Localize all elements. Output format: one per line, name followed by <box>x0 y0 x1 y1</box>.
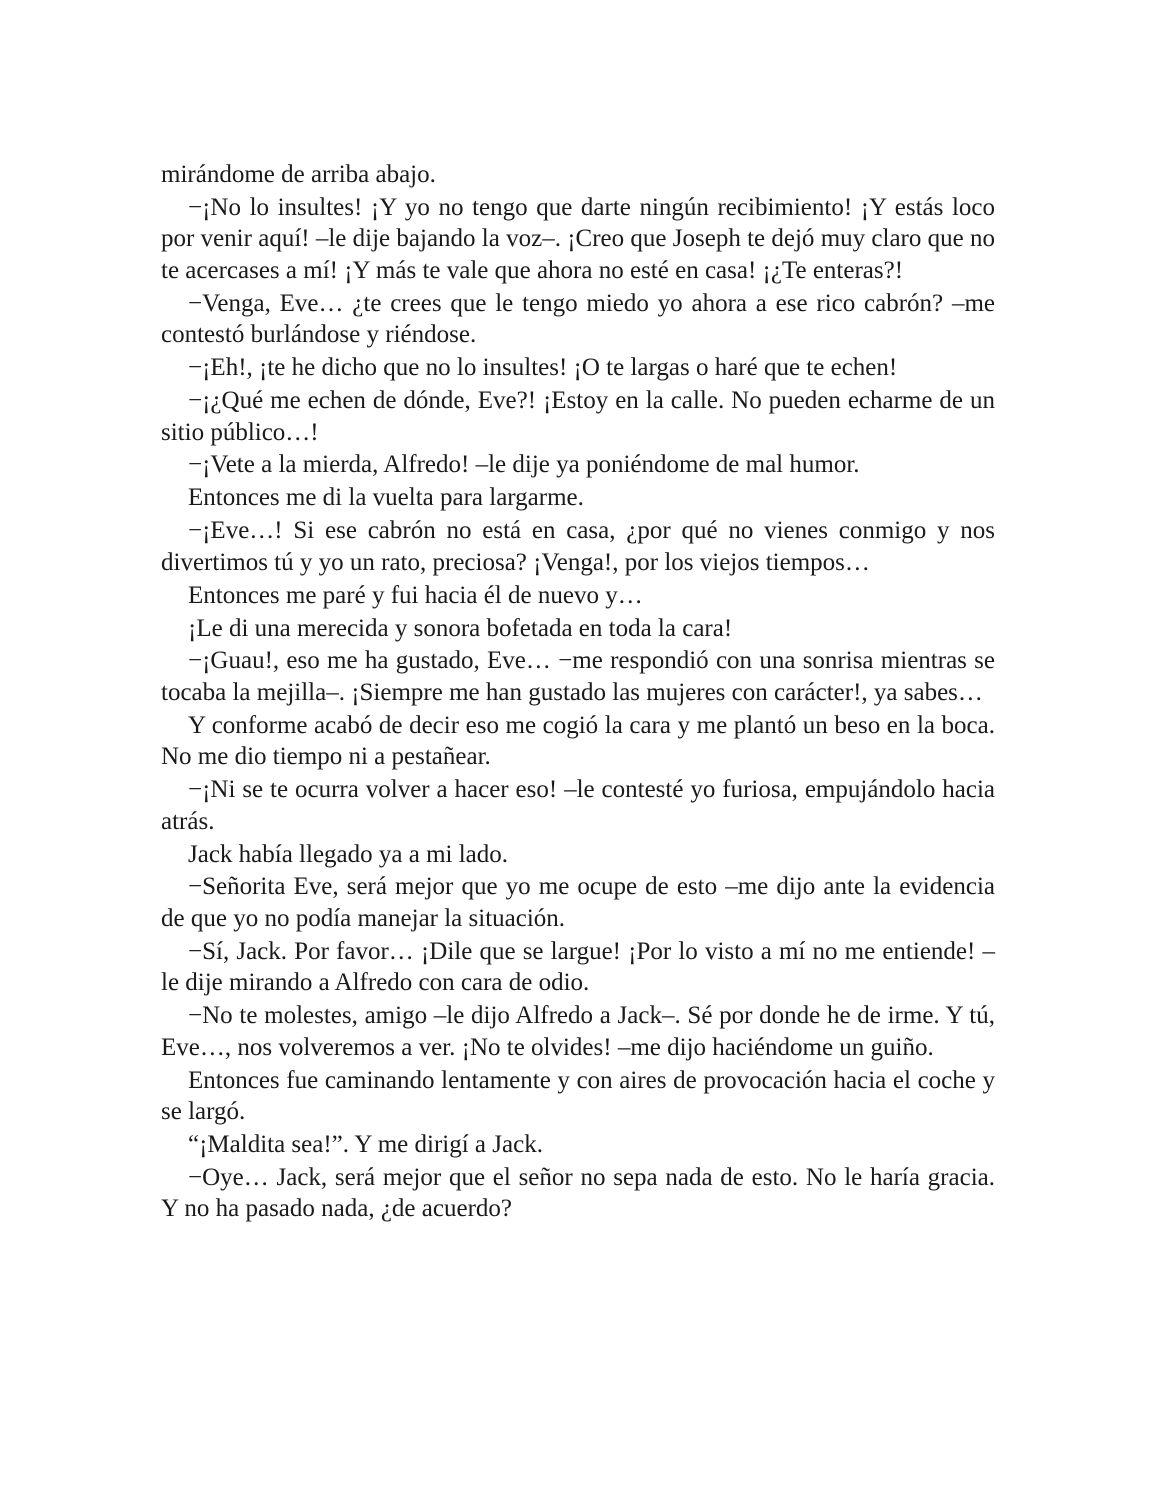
paragraph: −Señorita Eve, será mejor que yo me ocupe de esto –me dijo ante la evidencia de que yo no podía manejar la situación. <box>161 873 995 932</box>
paragraph: “¡Maldita sea!”. Y me dirigí a Jack. <box>188 1131 543 1159</box>
paragraph: Entonces me di la vuelta para largarme. <box>188 484 584 512</box>
paragraph: Entonces me paré y fui hacia él de nuevo y… <box>188 581 643 609</box>
paragraph: −¡No lo insultes! ¡Y yo no tengo que darte ningún recibimiento! ¡Y estás loco por venir aquí! –le dije bajando la voz–. ¡Creo que Joseph te dejó muy claro que no te acercases a mí! ¡Y más te vale que ahora no esté en casa! ¡¿Te enteras?! <box>161 193 995 284</box>
paragraph: −No te molestes, amigo –le dijo Alfredo a Jack–. Sé por donde he de irme. Y tú, Eve…, nos volveremos a ver. ¡No te olvides! –me dijo haciéndome un guiño. <box>161 1002 995 1061</box>
paragraph: −¡Eh!, ¡te he dicho que no lo insultes! ¡O te largas o haré que te echen! <box>188 354 898 382</box>
paragraph: Y conforme acabó de decir eso me cogió la cara y me plantó un beso en la boca. No me dio tiempo ni a pestañear. <box>161 711 995 771</box>
paragraph: −Oye… Jack, será mejor que el señor no sepa nada de esto. No le haría gracia. Y no ha pasado nada, ¿de acuerdo? <box>161 1163 995 1223</box>
paragraph: ¡Le di una merecida y sonora bofetada en toda la cara! <box>188 614 733 642</box>
paragraph-continuation: mirándome de arriba abajo. <box>161 161 436 188</box>
paragraph: Jack había llegado ya a mi lado. <box>188 840 509 868</box>
page-body <box>161 159 995 1226</box>
paragraph: −¡Eve…! Si ese cabrón no está en casa, ¿por qué no vienes conmigo y nos divertimos tú y yo un rato, preciosa? ¡Venga!, por los viejos tiempos… <box>161 517 995 576</box>
paragraph: −¡¿Qué me echen de dónde, Eve?! ¡Estoy en la calle. No pueden echarme de un sitio público…! <box>161 387 995 446</box>
paragraph: Entonces fue caminando lentamente y con aires de provocación hacia el coche y se largó. <box>161 1066 995 1126</box>
paragraph: −Sí, Jack. Por favor… ¡Dile que se largue! ¡Por lo visto a mí no me entiende! –le dije mirando a Alfredo con cara de odio. <box>161 937 995 997</box>
paragraph: −¡Vete a la mierda, Alfredo! –le dije ya poniéndome de mal humor. <box>188 451 860 479</box>
paragraph: −¡Ni se te ocurra volver a hacer eso! –le contesté yo furiosa, empujándolo hacia atrás. <box>161 776 995 835</box>
paragraph: −¡Guau!, eso me ha gustado, Eve… −me respondió con una sonrisa mientras se tocaba la mejilla–. ¡Siempre me han gustado las mujeres con carácter!, ya sabes… <box>161 647 995 706</box>
paragraph: −Venga, Eve… ¿te crees que le tengo miedo yo ahora a ese rico cabrón? –me contestó burlándose y riéndose. <box>161 289 995 349</box>
